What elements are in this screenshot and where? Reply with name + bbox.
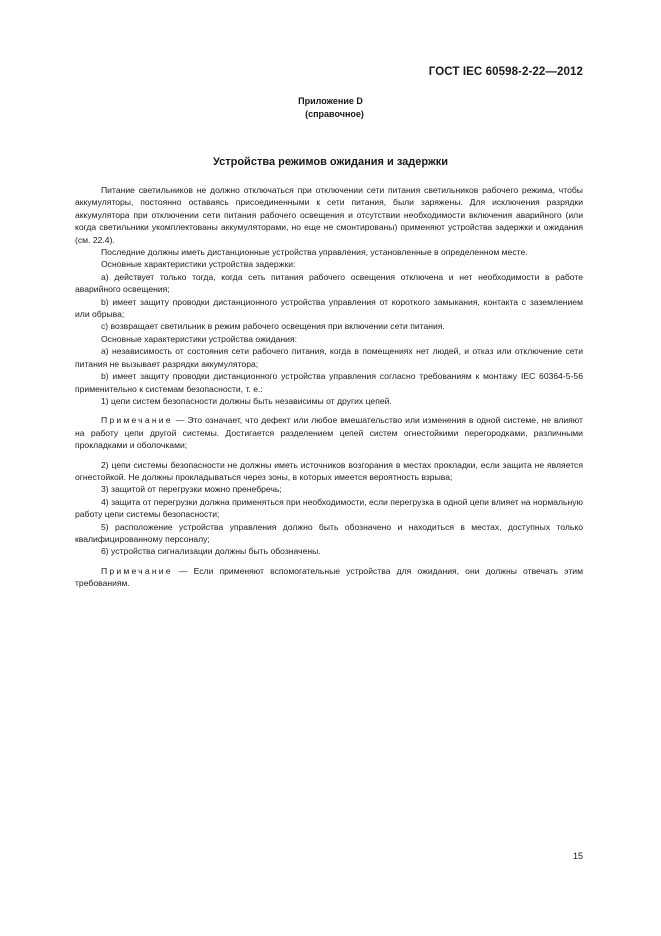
note-1	[75, 414, 583, 451]
note-2	[75, 565, 583, 590]
list-item: c) возвращает светильник в режим рабочего освещения при включении сети питания.	[101, 321, 445, 332]
paragraph: Последние должны иметь дистанционные устройства управления, установленные в определенном месте.	[101, 247, 528, 258]
list-item: b) имеет защиту проводки дистанционного устройства управления от короткого замыкания, контакта с заземлением или обрыва;	[75, 296, 583, 320]
note-text: — Это означает, что дефект или любое вмешательство или изменения в одной системе, не влияют на работу цепи другой системы. Достигается разделением цепей систем огнестойкими перегородками, различными прокладками и оболочками;	[75, 415, 583, 451]
paragraph: Питание светильников не должно отключаться при отключении сети питания светильников рабочего режима, чтобы аккумуляторы, постоянно оставаясь присоединенными к сети питания, были заряжены. Для исключения разрядки аккумулятора при отключении сети питания рабочего освещения и отсутствии необходимости включения аварийного (или когда светильники укомплектованы аккумуляторами, но еще не смонтированы) применяют устройства задержки и ожидания (см. 22.4).	[75, 185, 583, 245]
note-label: Примечание	[101, 415, 173, 426]
list-item: 4) защита от перегрузки должна применяться при необходимости, если перегрузка в одной цепи влияет на нормальную работу цепи системы безопасности;	[75, 496, 583, 520]
paragraph: Основные характеристики устройства задержки:	[101, 259, 296, 270]
list-item: a) действует только тогда, когда сеть питания рабочего освещения отключена и нет необходимости в работе аварийного освещения;	[75, 271, 583, 295]
list-item: 6) устройства сигнализации должны быть обозначены.	[101, 546, 321, 557]
standard-designation: ГОСТ IEC 60598-2-22—2012	[428, 66, 583, 78]
document-body	[75, 184, 583, 590]
page-number: 15	[572, 851, 583, 861]
list-item: 2) цепи системы безопасности не должны иметь источников возгорания в местах прокладки, если защита не является огнестойкой. Не должны прокладываться через зоны, в которых имеется вероятность взрыва;	[75, 459, 583, 482]
list-item: a) независимость от состояния сети рабочего питания, когда в помещениях нет людей, и отказ или отключение сети питания не вызывает разрядки аккумулятора;	[75, 346, 583, 369]
note-text: — Если применяют вспомогательные устройства для ожидания, они должны отвечать этим требованиям.	[75, 565, 583, 589]
annex-heading	[0, 95, 661, 121]
list-item: 1) цепи систем безопасности должны быть независимы от других цепей.	[101, 395, 392, 406]
list-item: 5) расположение устройства управления должно быть обозначено и находиться в местах, доступных только квалифицированному персоналу;	[75, 521, 583, 544]
section-title: Устройства режимов ожидания и задержки	[212, 156, 449, 168]
list-item: 3) защитой от перегрузки можно пренебречь;	[101, 484, 282, 495]
annex-kind: (справочное)	[305, 109, 364, 119]
annex-label: Приложение D	[298, 96, 363, 106]
list-item: b) имеет защиту проводки дистанционного устройства управления согласно требованиям к монтажу IEC 60364-5-56 применительно к системам безопасности, т. е.:	[75, 371, 583, 394]
note-label: Примечание	[101, 565, 173, 576]
paragraph: Основные характеристики устройства ожидания:	[101, 333, 298, 344]
